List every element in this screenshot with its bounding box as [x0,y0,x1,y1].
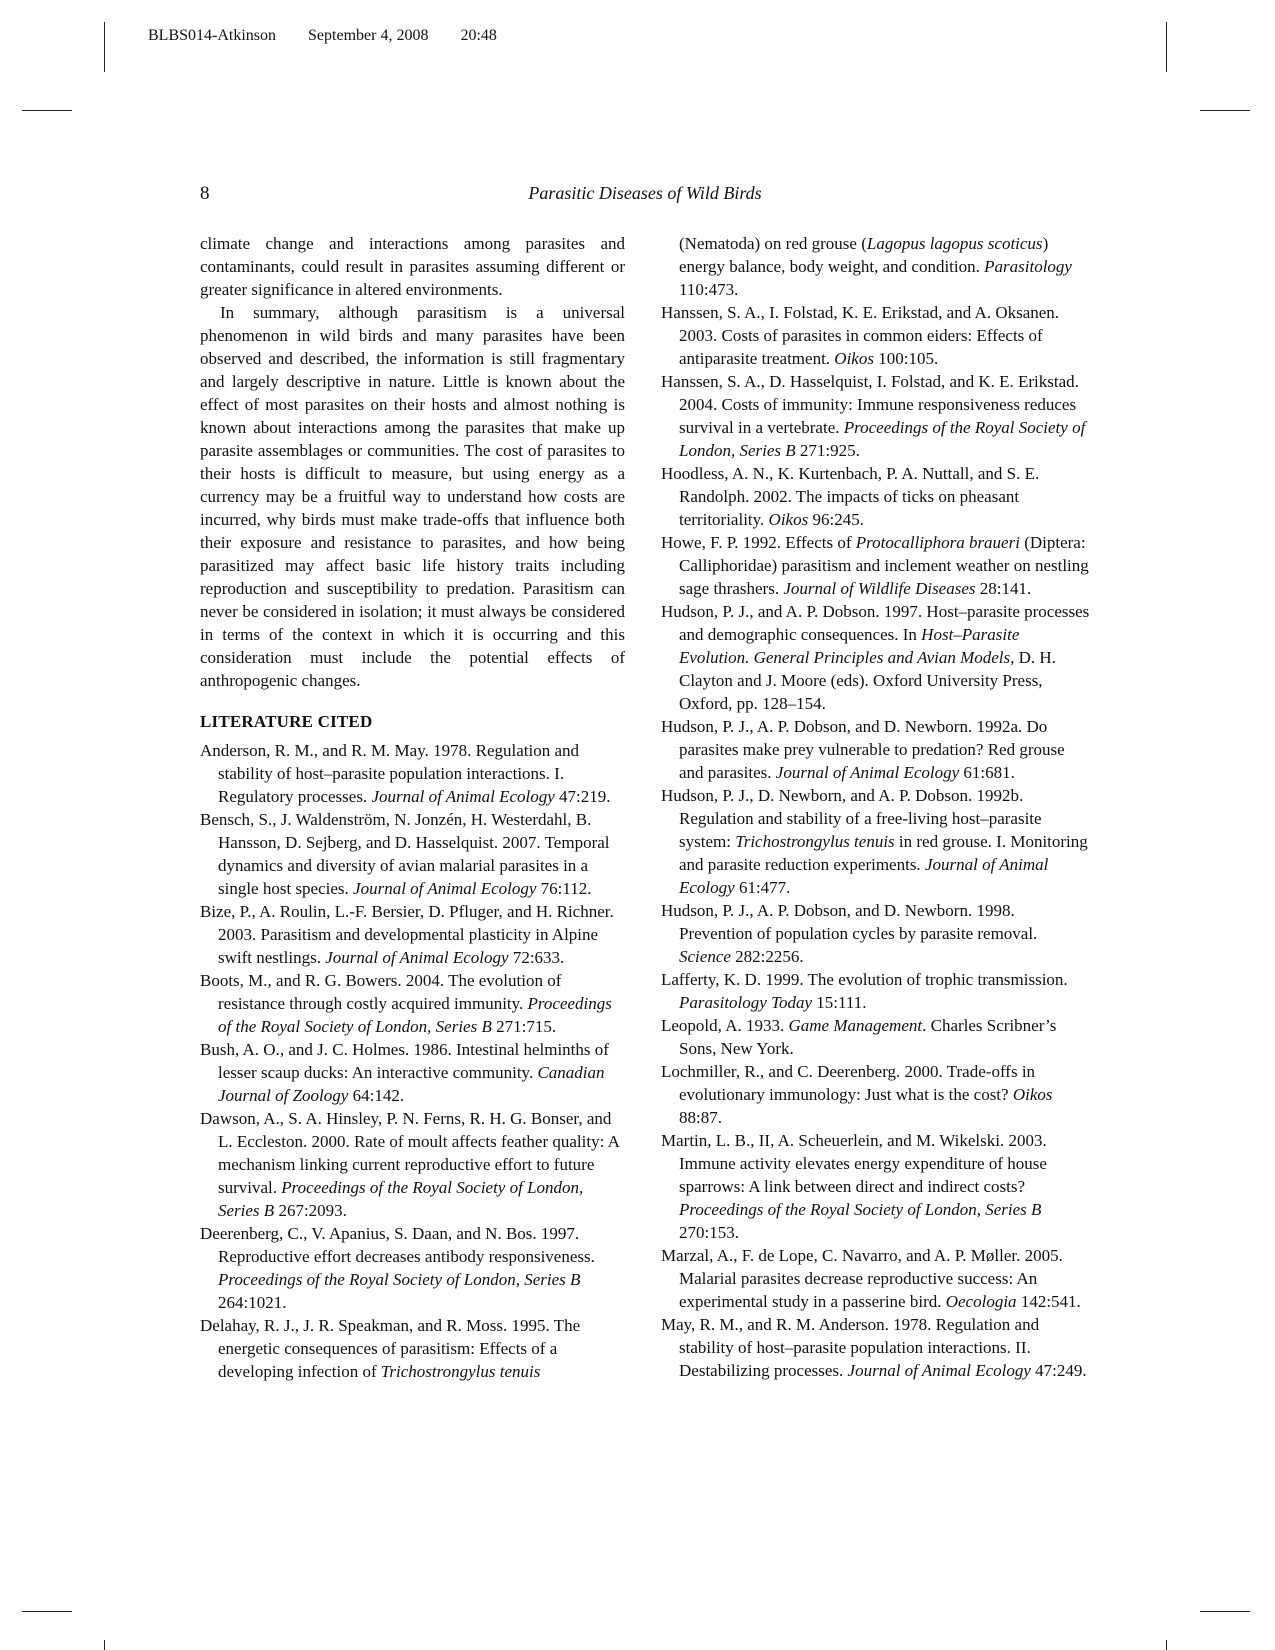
ref-italic: Trichostrongylus tenuis [735,832,895,851]
reference-entry [661,531,1091,600]
crop-mark-top-left-vertical [104,22,105,72]
ref-italic: Oikos [1012,1085,1053,1104]
ref-italic: Proceedings of the Royal Society of London, Series B [218,994,612,1036]
ref-text: 142:541. [1016,1292,1081,1311]
ref-text: Dawson, A., S. A. Hinsley, P. N. Ferns, R. H. G. Bonser, and L. Eccleston. 2000. Rate of moult affects feather quality: A mechanism linking current reproductive effort to future survival. [200,1109,619,1197]
page-number: 8 [200,183,210,204]
ref-text: Bize, P., A. Roulin, L.-F. Bersier, D. Pfluger, and H. Richner. 2003. Parasitism and developmental plasticity in Alpine swift nestlings. [200,902,614,967]
ref-text: 271:925. [795,441,860,460]
ref-text: Hudson, P. J., D. Newborn, and A. P. Dobson. 1992b. Regulation and stability of a free-living host–parasite system: [661,786,1042,851]
ref-text: 271:715. [491,1017,557,1036]
ref-text: Hoodless, A. N., K. Kurtenbach, P. A. Nuttall, and S. E. Randolph. 2002. The impacts of ticks on pheasant territoriality. [661,464,1040,529]
ref-text: Hudson, P. J., A. P. Dobson, and D. Newborn. 1992a. Do parasites make prey vulnerable to predation? Red grouse and parasites. [661,717,1065,782]
ref-italic: Canadian Journal of Zoology [218,1063,605,1105]
ref-italic: Lagopus lagopus scoticus [866,234,1043,253]
slug-date: September 4, 2008 [308,27,429,44]
ref-text: 282:2256. [730,947,804,966]
ref-italic: Parasitology Today [679,993,813,1012]
ref-italic: Proceedings of the Royal Society of London, Series B [679,418,1086,460]
reference-entry [200,1314,625,1383]
ref-text: in red grouse. I. Monitoring and parasite reduction experiments. [679,832,1088,874]
reference-entry [661,462,1091,531]
ref-italic: Journal of Animal Ecology [371,787,555,806]
ref-text: (Diptera: Calliphoridae) parasitism and inclement weather on nestling sage thrashers. [679,533,1089,598]
ref-italic: Journal of Wildlife Diseases [783,579,976,598]
ref-text: (Nematoda) on red grouse ( [679,234,867,253]
ref-italic: Oikos [834,349,874,368]
ref-text: Howe, F. P. 1992. Effects of [661,533,856,552]
ref-italic: Journal of Animal Ecology [325,948,509,967]
ref-italic: Journal of Animal Ecology [353,879,537,898]
ref-text: 100:105. [873,349,939,368]
ref-italic: Oikos [768,510,809,529]
ref-text: Lafferty, K. D. 1999. The evolution of trophic transmission. [661,970,1068,989]
ref-text: Anderson, R. M., and R. M. May. 1978. Regulation and stability of host–parasite population interactions. I. Regulatory processes. [200,741,580,806]
reference-entry [661,600,1091,715]
reference-entry [661,1313,1091,1382]
ref-journal: Parasitology [984,257,1072,276]
ref-italic: Oecologia [945,1292,1017,1311]
reference-entry [661,370,1091,462]
slug-time: 20:48 [460,27,497,44]
reference-continuation [661,232,1091,301]
crop-mark-bottom-left-vertical [104,1640,105,1650]
ref-italic: Journal of Animal Ecology [775,763,960,782]
ref-text: 270:153. [679,1223,739,1242]
reference-entry [661,968,1091,1014]
summary-paragraph: In summary, although parasitism is a universal phenomenon in wild birds and many parasites have been observed and described, the information is still fragmentary and largely descriptive in nature. Little is known about the effect of most parasites on their hosts and almost nothing is known about interactions among the parasites that make up parasite assemblages or communities. The cost of parasites to their hosts is difficult to measure, but using energy as a currency may be a fruitful way to understand how costs are incurred, why birds must make trade-offs that influence both their exposure and resistance to parasites, and how being parasitized may affect basic life history traits including reproduction and susceptibility to predation. Parasitism can never be considered in isolation; it must always be considered in terms of the context in which it is occurring and this consideration must include the potential effects of anthropogenic changes. [200,303,625,690]
reference-entry [661,715,1091,784]
ref-text: Bensch, S., J. Waldenström, N. Jonzén, H. Westerdahl, B. Hansson, D. Sejberg, and D. Hasselquist. 2007. Temporal dynamics and diversity of avian malarial parasites in a single host species. [200,810,610,898]
ref-text: . Charles Scribner’s Sons, New York. [679,1016,1057,1058]
ref-text: Boots, M., and R. G. Bowers. 2004. The evolution of resistance through costly acquired immunity. [200,971,562,1013]
crop-mark-top-left-horizontal [22,110,72,111]
reference-entry [661,784,1091,899]
ref-text: 15:111. [812,993,867,1012]
ref-italic: Host–Parasite Evolution. General Principles and Avian Models [679,625,1020,667]
ref-text: May, R. M., and R. M. Anderson. 1978. Regulation and stability of host–parasite population interactions. II. Destabilizing processes. [661,1315,1040,1380]
right-column [661,232,1091,1382]
reference-entry [661,301,1091,370]
reference-entry [661,1014,1091,1060]
ref-text: 64:142. [348,1086,405,1105]
body-paragraph: climate change and interactions among parasites and contaminants, could result in parasites assuming different or greater significance in altered environments. [200,234,625,299]
ref-italic: Proceedings of the Royal Society of London, Series B [218,1178,584,1220]
ref-italic: Journal of Animal Ecology [847,1361,1031,1380]
ref-text: Marzal, A., F. de Lope, C. Navarro, and A. P. Møller. 2005. Malarial parasites decrease reproductive success: An experimental study in a passerine bird. [661,1246,1063,1311]
ref-text: 267:2093. [274,1201,347,1220]
right-reference-list [661,301,1091,1382]
ref-italic: Science [679,947,731,966]
ref-text: Deerenberg, C., V. Apanius, S. Daan, and N. Bos. 1997. Reproductive effort decreases antibody responsiveness. [200,1224,595,1266]
ref-text: Leopold, A. 1933. [661,1016,789,1035]
crop-mark-bottom-right-vertical [1166,1640,1167,1650]
left-column [200,232,625,1383]
reference-entry [200,739,625,808]
ref-text: 61:477. [734,878,791,897]
literature-cited-heading: LITERATURE CITED [200,712,373,731]
running-head: Parasitic Diseases of Wild Birds [528,183,762,203]
ref-text: 264:1021. [218,1293,287,1312]
ref-text: 88:87. [679,1108,722,1127]
print-slug [148,27,525,45]
ref-text: 72:633. [508,948,565,967]
slug-code: BLBS014-Atkinson [148,27,277,44]
ref-text: Bush, A. O., and J. C. Holmes. 1986. Intestinal helminths of lesser scaup ducks: An interactive community. [200,1040,609,1082]
ref-text: ) energy balance, body weight, and condition. [679,234,1049,276]
ref-text: Hudson, P. J., A. P. Dobson, and D. Newborn. 1998. Prevention of population cycles by parasite removal. [661,901,1038,943]
crop-mark-bottom-right-horizontal [1200,1611,1250,1612]
ref-text: 47:249. [1030,1361,1087,1380]
reference-entry [661,1129,1091,1244]
ref-italic: Protocalliphora braueri [855,533,1020,552]
ref-text: 61:681. [959,763,1015,782]
crop-mark-top-right-horizontal [1200,110,1250,111]
ref-text: 47:219. [554,787,611,806]
ref-text: Hudson, P. J., and A. P. Dobson. 1997. Host–parasite processes and demographic consequences. In [661,602,1090,644]
ref-text: , D. H. Clayton and J. Moore (eds). Oxford University Press, Oxford, pp. 128–154. [679,648,1056,713]
ref-italic: Proceedings of the Royal Society of London, Series B [218,1270,581,1289]
ref-text: Hanssen, S. A., D. Hasselquist, I. Folstad, and K. E. Erikstad. 2004. Costs of immunity: Immune responsiveness reduces survival in a vertebrate. [661,372,1079,437]
ref-text: Hanssen, S. A., I. Folstad, K. E. Erikstad, and A. Oksanen. 2003. Costs of parasites in common eiders: Effects of antiparasite treatment. [661,303,1060,368]
reference-entry [200,1038,625,1107]
ref-text: Delahay, R. J., J. R. Speakman, and R. Moss. 1995. The energetic consequences of parasitism: Effects of a developing infection of [200,1316,581,1381]
ref-italic: Journal of Animal Ecology [679,855,1049,897]
left-reference-list [200,739,625,1383]
ref-text: 76:112. [536,879,592,898]
reference-entry [200,808,625,900]
reference-entry [661,1244,1091,1313]
ref-text: Lochmiller, R., and C. Deerenberg. 2000. Trade-offs in evolutionary immunology: Just what is the cost? [661,1062,1036,1104]
ref-italic: Game Management [788,1016,923,1035]
ref-text: 110:473. [679,280,739,299]
reference-entry [661,899,1091,968]
crop-mark-top-right-vertical [1166,22,1167,72]
ref-italic: Proceedings of the Royal Society of London, Series B [679,1200,1042,1219]
ref-text: Martin, L. B., II, A. Scheuerlein, and M. Wikelski. 2003. Immune activity elevates energy expenditure of house sparrows: A link between direct and indirect costs? [661,1131,1047,1196]
reference-entry [200,900,625,969]
reference-entry [200,1107,625,1222]
reference-entry [200,969,625,1038]
ref-text: 28:141. [975,579,1032,598]
crop-mark-bottom-left-horizontal [22,1611,72,1612]
ref-italic: Trichostrongylus tenuis [380,1362,541,1381]
ref-text: 96:245. [808,510,864,529]
reference-entry [661,1060,1091,1129]
reference-entry [200,1222,625,1314]
